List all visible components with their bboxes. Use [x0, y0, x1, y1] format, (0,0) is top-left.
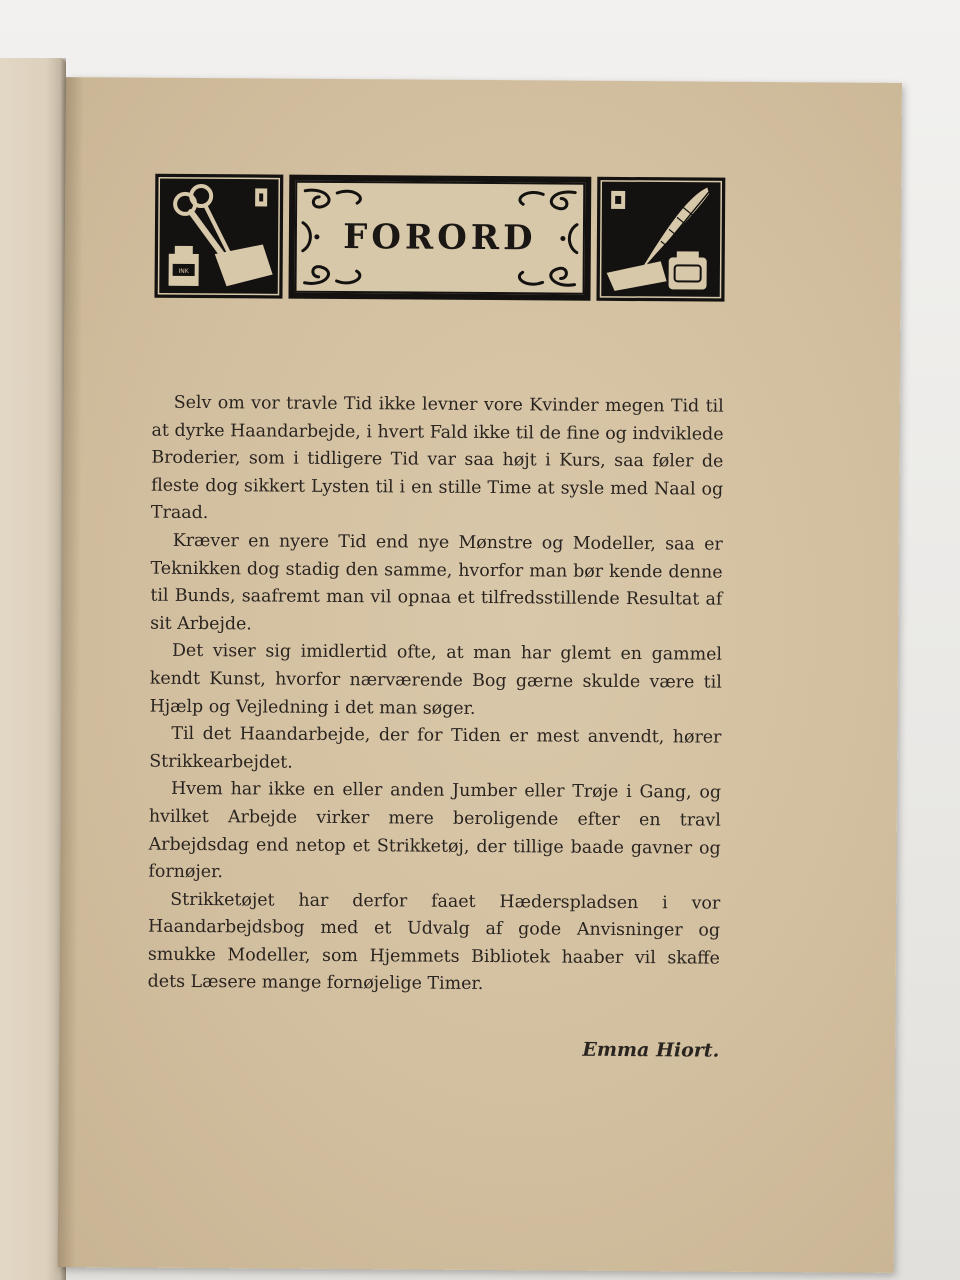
paragraph: Kræver en nyere Tid end nye Mønstre og Modeller, saa er Teknikken dog stadig den samme, hvorfor man bør kende denne til Bunds, saafremt man vil opnaa et tilfredsstillende Resultat af sit Arbejde.	[150, 530, 723, 635]
header-vignette	[154, 174, 725, 302]
scissors-and-ink-bottle-icon	[154, 174, 283, 299]
paragraph: Hvem har ikke en eller anden Jumber eller Trøje i Gang, og hvilket Arbejde virker mere beroligende efter en travl Arbejdsdag end netop et Strikketøj, der tillige baade gavner og fornøjer.	[148, 779, 722, 883]
paragraph: Til det Haandarbejde, der for Tiden er mest anvendt, hører Strikkearbejdet.	[149, 723, 722, 773]
svg-text:INK: INK	[178, 267, 189, 275]
title-frame	[288, 175, 591, 301]
author-signature: Emma Hiort.	[582, 1038, 720, 1062]
book-page	[58, 77, 902, 1273]
paragraph: Selv om vor travle Tid ikke levner vore Kvinder megen Tid til at dyrke Haandarbejde, i hvert Fald ikke til de fine og indviklede Broderier, som i tidligere Tid var saa højt i Kurs, saa føler de fleste dog sikkert Lysten til i en stille Time at sysle med Naal og Traad.	[150, 392, 724, 524]
quill-pen-and-inkwell-icon	[596, 177, 725, 302]
paragraph: Det viser sig imidlertid ofte, at man har glemt en gammel kendt Kunst, hvorfor nærværende Bog gærne skulde være til Hjælp og Vejledning i det man søger.	[149, 641, 723, 719]
facing-page-edge	[0, 58, 66, 1280]
foreword-text	[148, 390, 724, 1001]
page-title: FORORD	[343, 217, 537, 259]
paragraph: Strikketøjet har derfor faaet Hæderspladsen i vor Haandarbejdsbog med et Udvalg af gode Anvisninger og smukke Modeller, som Hjemmets Bibliotek haaber vil skaffe dets Læsere mange fornøjelige Timer.	[147, 889, 721, 995]
